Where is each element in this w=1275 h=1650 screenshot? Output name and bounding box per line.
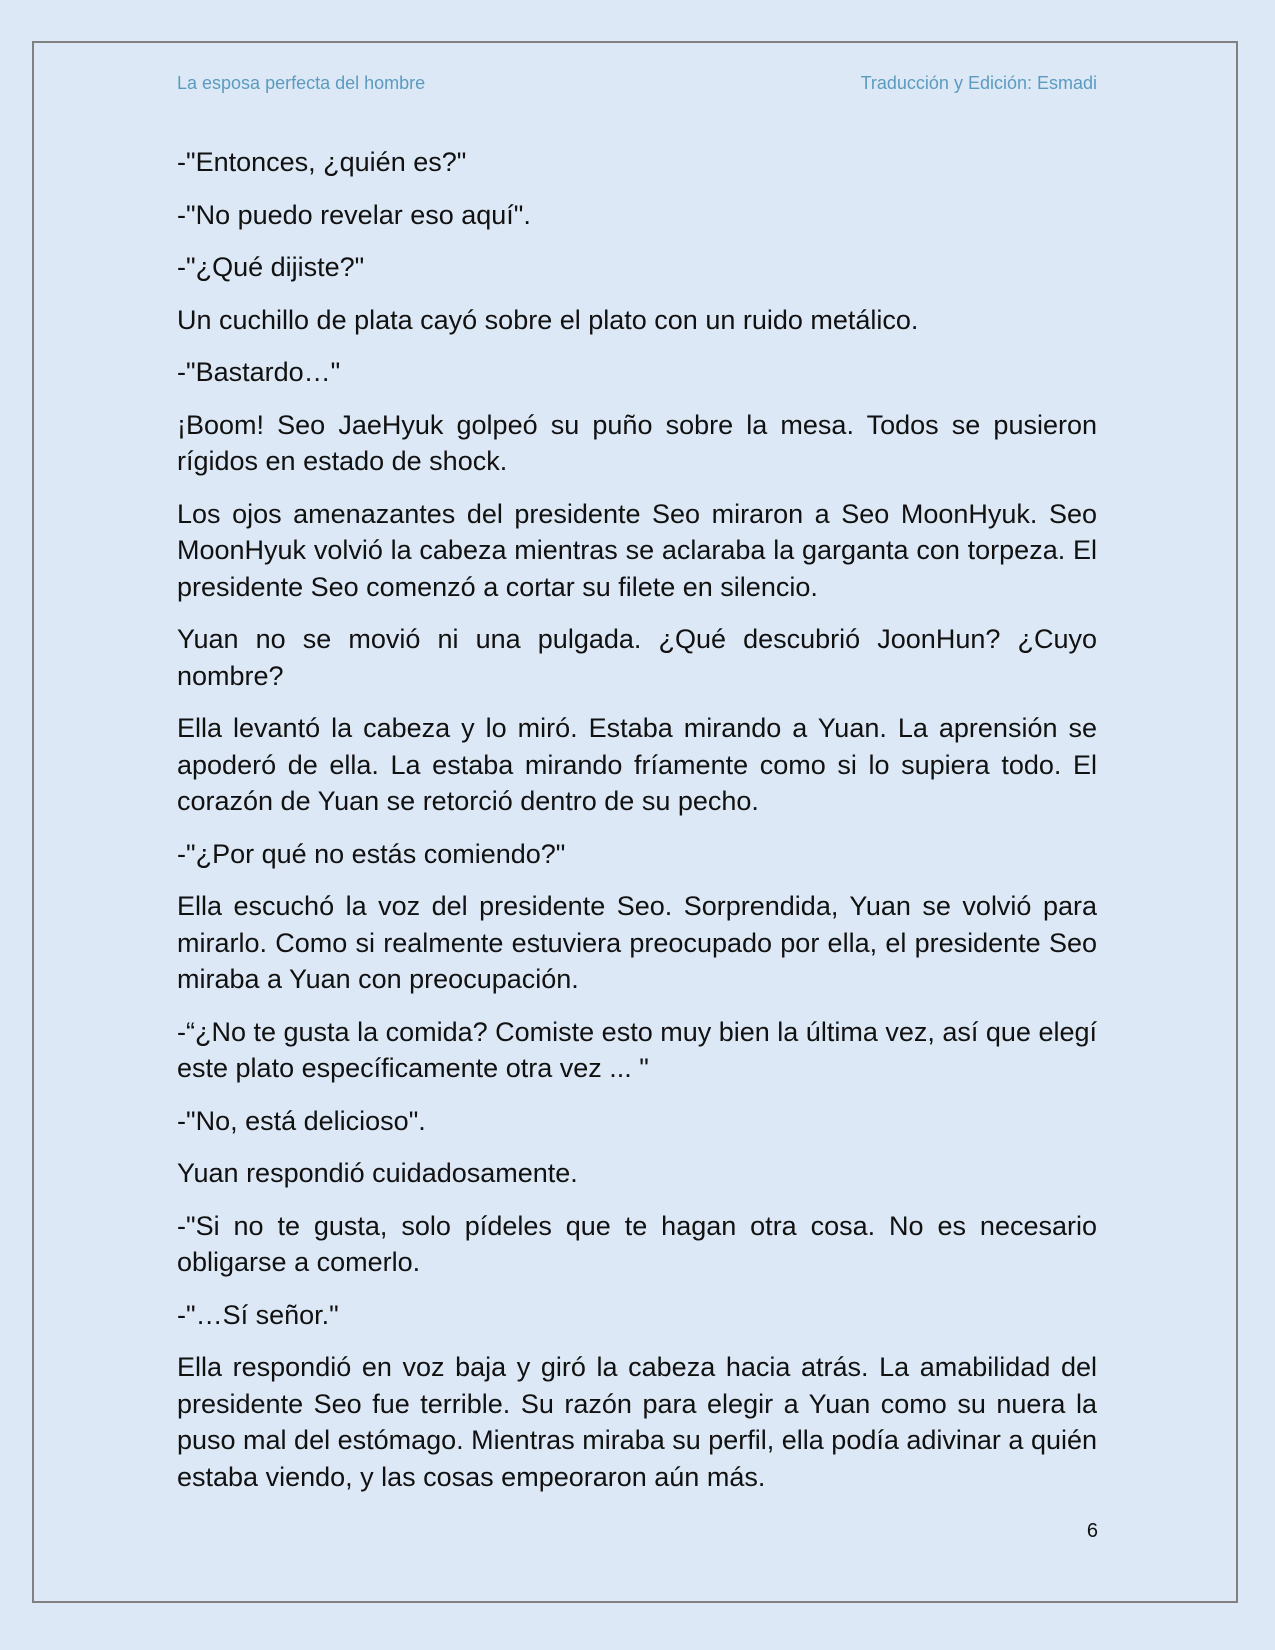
paragraph: Yuan no se movió ni una pulgada. ¿Qué descubrió JoonHun? ¿Cuyo nombre? xyxy=(177,624,1097,691)
header-book-title: La esposa perfecta del hombre xyxy=(177,73,426,93)
paragraph: Los ojos amenazantes del presidente Seo miraron a Seo MoonHyuk. Seo MoonHyuk volvió la cabeza mientras se aclaraba la garganta con torpeza. El presidente Seo comenzó a cortar su filete en silencio. xyxy=(177,498,1097,602)
paragraph: Un cuchillo de plata cayó sobre el plato con un ruido metálico. xyxy=(177,304,919,335)
page-header xyxy=(177,73,1097,94)
paragraph: -"Bastardo…" xyxy=(177,357,341,387)
paragraph: ¡Boom! Seo JaeHyuk golpeó su puño sobre la mesa. Todos se pusieron rígidos en estado de shock. xyxy=(177,409,1097,476)
paragraph: -"Entonces, ¿quién es?" xyxy=(177,147,467,177)
paragraph: -"No, está delicioso". xyxy=(177,1105,426,1136)
paragraph: -"No puedo revelar eso aquí". xyxy=(177,199,531,230)
paragraph: -"¿Por qué no estás comiendo?" xyxy=(177,838,566,869)
paragraph: Ella escuchó la voz del presidente Seo. Sorprendida, Yuan se volvió para mirarlo. Como si realmente estuviera preocupado por ella, el presidente Seo miraba a Yuan con preocupación. xyxy=(177,891,1097,994)
page-number: 6 xyxy=(1086,1520,1098,1542)
paragraph: Yuan respondió cuidadosamente. xyxy=(177,1158,578,1188)
header-credits: Traducción y Edición: Esmadi xyxy=(860,73,1097,93)
paragraph: Ella levantó la cabeza y lo miró. Estaba mirando a Yuan. La aprensión se apoderó de ella. La estaba mirando fríamente como si lo supiera todo. El corazón de Yuan se retorció dentro de su pecho. xyxy=(177,713,1097,816)
paragraph: -"¿Qué dijiste?" xyxy=(177,252,365,282)
paragraph: -"Si no te gusta, solo pídeles que te hagan otra cosa. No es necesario obligarse a comerlo. xyxy=(177,1210,1097,1277)
paragraph: -“¿No te gusta la comida? Comiste esto muy bien la última vez, así que elegí este plato específicamente otra vez ... " xyxy=(177,1016,1097,1083)
paragraph: -"…Sí señor." xyxy=(177,1299,339,1330)
document-body xyxy=(177,144,1097,1511)
paragraph: Ella respondió en voz baja y giró la cabeza hacia atrás. La amabilidad del presidente Seo fue terrible. Su razón para elegir a Yuan como su nuera la puso mal del estómago. Mientras miraba su perfil, ella podía adivinar a quién estaba viendo, y las cosas empeoraron aún más. xyxy=(177,1352,1098,1492)
